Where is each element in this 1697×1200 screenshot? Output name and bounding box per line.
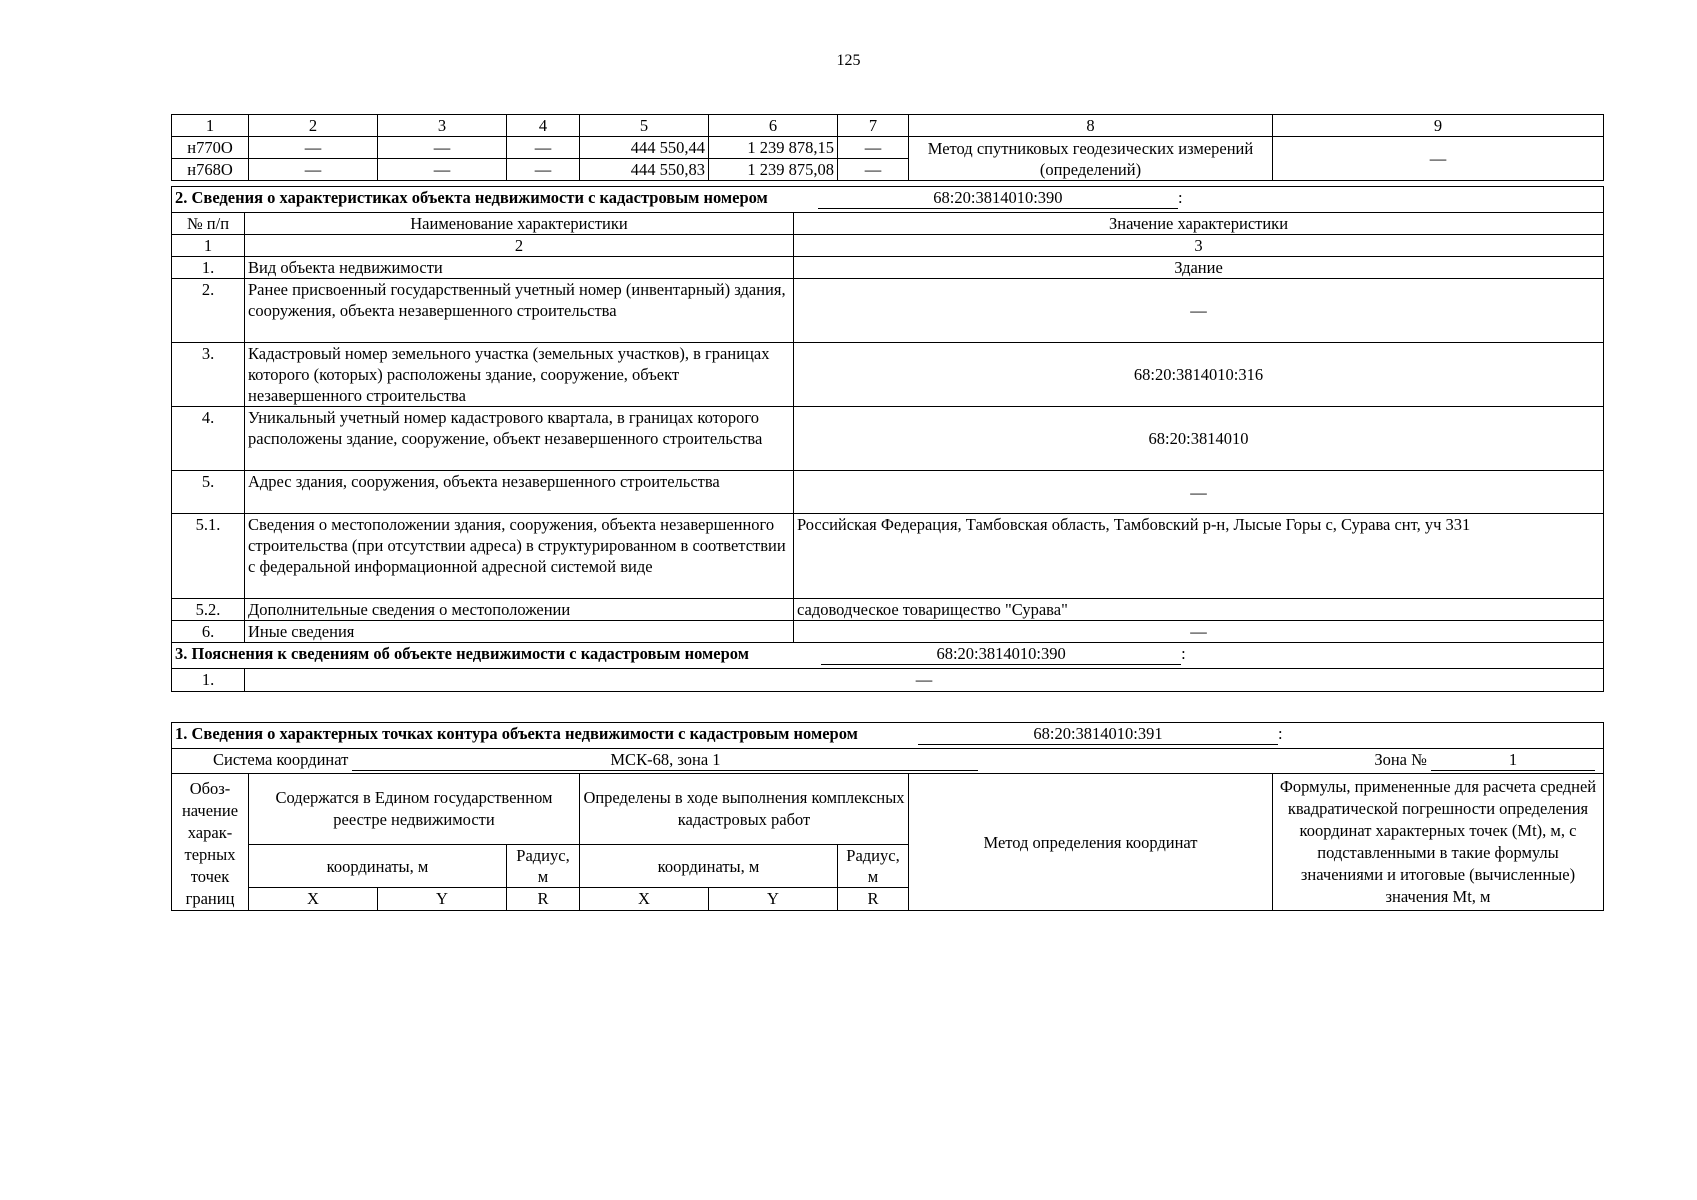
table-row	[172, 669, 1604, 692]
contour-points-table	[171, 722, 1604, 911]
col-number: 2	[245, 235, 794, 257]
col-number: 1	[172, 235, 245, 257]
table-cell: —	[378, 159, 507, 181]
row-name: Дополнительные сведения о местоположении	[245, 599, 794, 621]
coord-x: 444 550,44	[580, 137, 709, 159]
col-number: 3	[378, 115, 507, 137]
row-num: 6.	[172, 621, 245, 643]
section-title: 2. Сведения о характеристиках объекта недвижимости с кадастровым номером	[175, 188, 768, 207]
row-value: —	[245, 669, 1604, 692]
cadastral-number: 68:20:3814010:390	[818, 188, 1178, 209]
cadastral-number: 68:20:3814010:390	[821, 644, 1181, 665]
col-number: 7	[838, 115, 909, 137]
column-numbers-row	[172, 115, 1604, 137]
table-row	[172, 621, 1604, 643]
header-coords: координаты, м	[580, 845, 838, 888]
coord-y: 1 239 875,08	[709, 159, 838, 181]
table-cell: —	[249, 159, 378, 181]
header-egrn: Содержатся в Едином государственном реестре недвижимости	[249, 774, 580, 845]
header-r: R	[507, 888, 580, 911]
column-numbers-row	[172, 235, 1604, 257]
row-value: —	[794, 471, 1604, 514]
zone-label: Зона №	[1374, 750, 1427, 769]
colon: :	[1177, 188, 1183, 207]
header-name: Наименование характеристики	[245, 213, 794, 235]
table-cell: —	[507, 137, 580, 159]
colon: :	[1181, 644, 1186, 663]
row-name: Иные сведения	[245, 621, 794, 643]
table-row	[172, 599, 1604, 621]
section-title: 3. Пояснения к сведениям об объекте недвижимости с кадастровым номером	[175, 644, 749, 663]
header-x: X	[580, 888, 709, 911]
row-num: 3.	[172, 343, 245, 407]
row-name: Кадастровый номер земельного участка (земельных участков), в границах которого (которых) расположены здание, сооружение, объект незавершенного строительства	[245, 343, 794, 407]
row-value: —	[794, 621, 1604, 643]
col-number: 1	[172, 115, 249, 137]
row-num: 4.	[172, 407, 245, 471]
table-row	[172, 343, 1604, 407]
section-title-row	[172, 723, 1604, 749]
zone-number: 1	[1431, 750, 1595, 771]
table-row	[172, 407, 1604, 471]
section-title: 1. Сведения о характерных точках контура объекта недвижимости с кадастровым номером	[175, 724, 858, 743]
row-num: 1.	[172, 669, 245, 692]
table-cell: —	[838, 159, 909, 181]
row-name: Вид объекта недвижимости	[245, 257, 794, 279]
section-title-row	[172, 187, 1604, 213]
col-number: 5	[580, 115, 709, 137]
coord-y: 1 239 878,15	[709, 137, 838, 159]
header-method: Метод определения координат	[909, 774, 1273, 911]
row-value: Здание	[794, 257, 1604, 279]
section-title-row	[172, 643, 1604, 669]
row-num: 5.	[172, 471, 245, 514]
colon: :	[1278, 724, 1283, 743]
header-complex: Определены в ходе выполнения комплексных кадастровых работ	[580, 774, 909, 845]
coord-x: 444 550,83	[580, 159, 709, 181]
formula-cell: —	[1273, 137, 1604, 181]
col-number: 6	[709, 115, 838, 137]
row-num: 5.2.	[172, 599, 245, 621]
header-y: Y	[378, 888, 507, 911]
table-row	[172, 279, 1604, 343]
col-number: 9	[1273, 115, 1604, 137]
table-cell: —	[507, 159, 580, 181]
row-value: Российская Федерация, Тамбовская область, Тамбовский р-н, Лысые Горы с, Сурава снт, уч 331	[794, 514, 1604, 599]
row-value: садоводческое товарищество "Сурава"	[794, 599, 1604, 621]
coord-system-label: Система координат	[213, 750, 349, 769]
coord-system-row	[172, 749, 1604, 774]
table-row	[172, 257, 1604, 279]
header-row	[172, 213, 1604, 235]
col-number: 3	[794, 235, 1604, 257]
col-number: 8	[909, 115, 1273, 137]
method-cell: Метод спутниковых геодезических измерений (определений)	[909, 137, 1273, 181]
col-number: 4	[507, 115, 580, 137]
points-table	[171, 114, 1604, 181]
header-radius: Радиус, м	[507, 845, 580, 888]
header-x: X	[249, 888, 378, 911]
row-name: Сведения о местоположении здания, сооружения, объекта незавершенного строительства (при отсутствии адреса) в структурированном в соответствии с федеральной информационной адресной системой виде	[245, 514, 794, 599]
col-number: 2	[249, 115, 378, 137]
header-row	[172, 774, 1604, 845]
row-value: 68:20:3814010	[794, 407, 1604, 471]
row-name: Ранее присвоенный государственный учетный номер (инвентарный) здания, сооружения, объекта незавершенного строительства	[245, 279, 794, 343]
page-number: 125	[836, 52, 861, 69]
table-row	[172, 137, 1604, 159]
header-y: Y	[709, 888, 838, 911]
cadastral-number: 68:20:3814010:391	[918, 724, 1278, 745]
table-row	[172, 514, 1604, 599]
point-name: н768О	[172, 159, 249, 181]
table-cell: —	[378, 137, 507, 159]
point-name: н770О	[172, 137, 249, 159]
header-r: R	[838, 888, 909, 911]
characteristics-table	[171, 186, 1604, 692]
table-cell: —	[249, 137, 378, 159]
table-row	[172, 471, 1604, 514]
row-value: —	[794, 279, 1604, 343]
row-value: 68:20:3814010:316	[794, 343, 1604, 407]
row-num: 5.1.	[172, 514, 245, 599]
table-cell: —	[838, 137, 909, 159]
row-name: Уникальный учетный номер кадастрового квартала, в границах которого расположены здание, сооружение, объект незавершенного строительства	[245, 407, 794, 471]
header-num: № п/п	[172, 213, 245, 235]
header-formula: Формулы, примененные для расчета средней квадратической погрешности определения координат характерных точек (Mt), м, с подставленными в такие формулы значениями и итоговые (вычисленные) значения Mt, м	[1273, 774, 1604, 911]
header-radius: Радиус, м	[838, 845, 909, 888]
header-coords: координаты, м	[249, 845, 507, 888]
header-value: Значение характеристики	[794, 213, 1604, 235]
coord-system: МСК-68, зона 1	[352, 750, 978, 771]
row-num: 2.	[172, 279, 245, 343]
row-name: Адрес здания, сооружения, объекта незавершенного строительства	[245, 471, 794, 514]
header-designation: Обоз-начение харак-терных точек границ	[172, 774, 249, 911]
row-num: 1.	[172, 257, 245, 279]
